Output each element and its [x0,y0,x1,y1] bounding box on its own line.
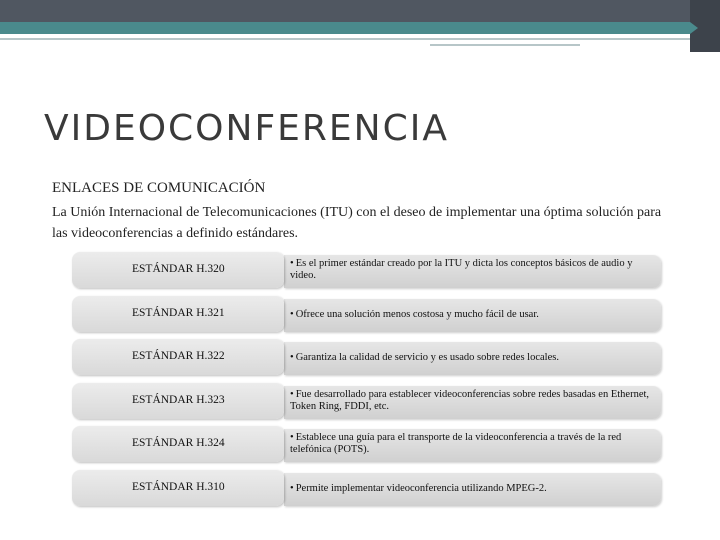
standard-label: ESTÁNDAR H.324 [132,437,225,449]
standard-label-box [72,339,284,375]
standard-label: ESTÁNDAR H.310 [132,480,225,493]
header-dark-bar [0,0,720,22]
standard-description: • Fue desarrollado para establecer videoconferencias sobre redes basadas en Ethernet, Token Ring, FDDI, etc. [290,388,650,412]
standard-description: • Garantiza la calidad de servicio y es usado sobre redes locales. [290,352,559,363]
standard-description-box [284,429,661,462]
standard-label: ESTÁNDAR H.320 [132,263,225,275]
standard-row [72,339,662,375]
slide-paragraph: La Unión Internacional de Telecomunicaciones (ITU) con el deseo de implementar una óptima solución para las videoconferencias a definido estándares. [52,205,662,241]
standard-label-box [72,383,284,419]
standard-label-box [72,426,284,462]
standard-row [72,252,662,288]
standard-row [72,470,662,506]
standard-description: • Permite implementar videoconferencia utilizando MPEG-2. [290,482,547,494]
standard-description: • Establece una guía para el transporte de la videoconferencia a través de la red telefónica (POTS). [290,432,622,455]
bullet-icon: • [290,388,294,400]
standard-label: ESTÁNDAR H.322 [132,350,225,362]
standard-description: • Ofrece una solución menos costosa y mucho fácil de usar. [290,308,539,320]
standard-row [72,383,662,419]
standard-label: ESTÁNDAR H.321 [132,306,225,319]
header-divider-line [0,38,690,40]
standard-label-box [72,296,284,332]
standard-label-box [72,470,284,506]
standard-description-box [284,473,661,506]
standard-description-box [284,255,661,288]
bullet-icon: • [290,482,294,494]
standard-label: ESTÁNDAR H.323 [132,393,225,406]
standard-row [72,426,662,462]
standard-label-box [72,252,284,288]
standard-row [72,296,662,332]
header-teal-bar [0,22,690,34]
standard-description-box [284,299,661,332]
slide-title: VIDEOCONFERENCIA [44,108,449,149]
header-arrow-icon [690,22,698,34]
standard-description-box [284,386,661,419]
standard-description: • Es el primer estándar creado por la ITU y dicta los conceptos básicos de audio y video. [290,258,633,281]
standard-description-box [284,342,661,375]
slide-subtitle: ENLACES DE COMUNICACIÓN [52,180,266,196]
bullet-icon: • [290,352,294,363]
bullet-icon: • [290,308,294,320]
bullet-icon: • [290,258,294,269]
standards-list [72,252,662,513]
header-accent-line [430,44,580,46]
bullet-icon: • [290,432,294,443]
